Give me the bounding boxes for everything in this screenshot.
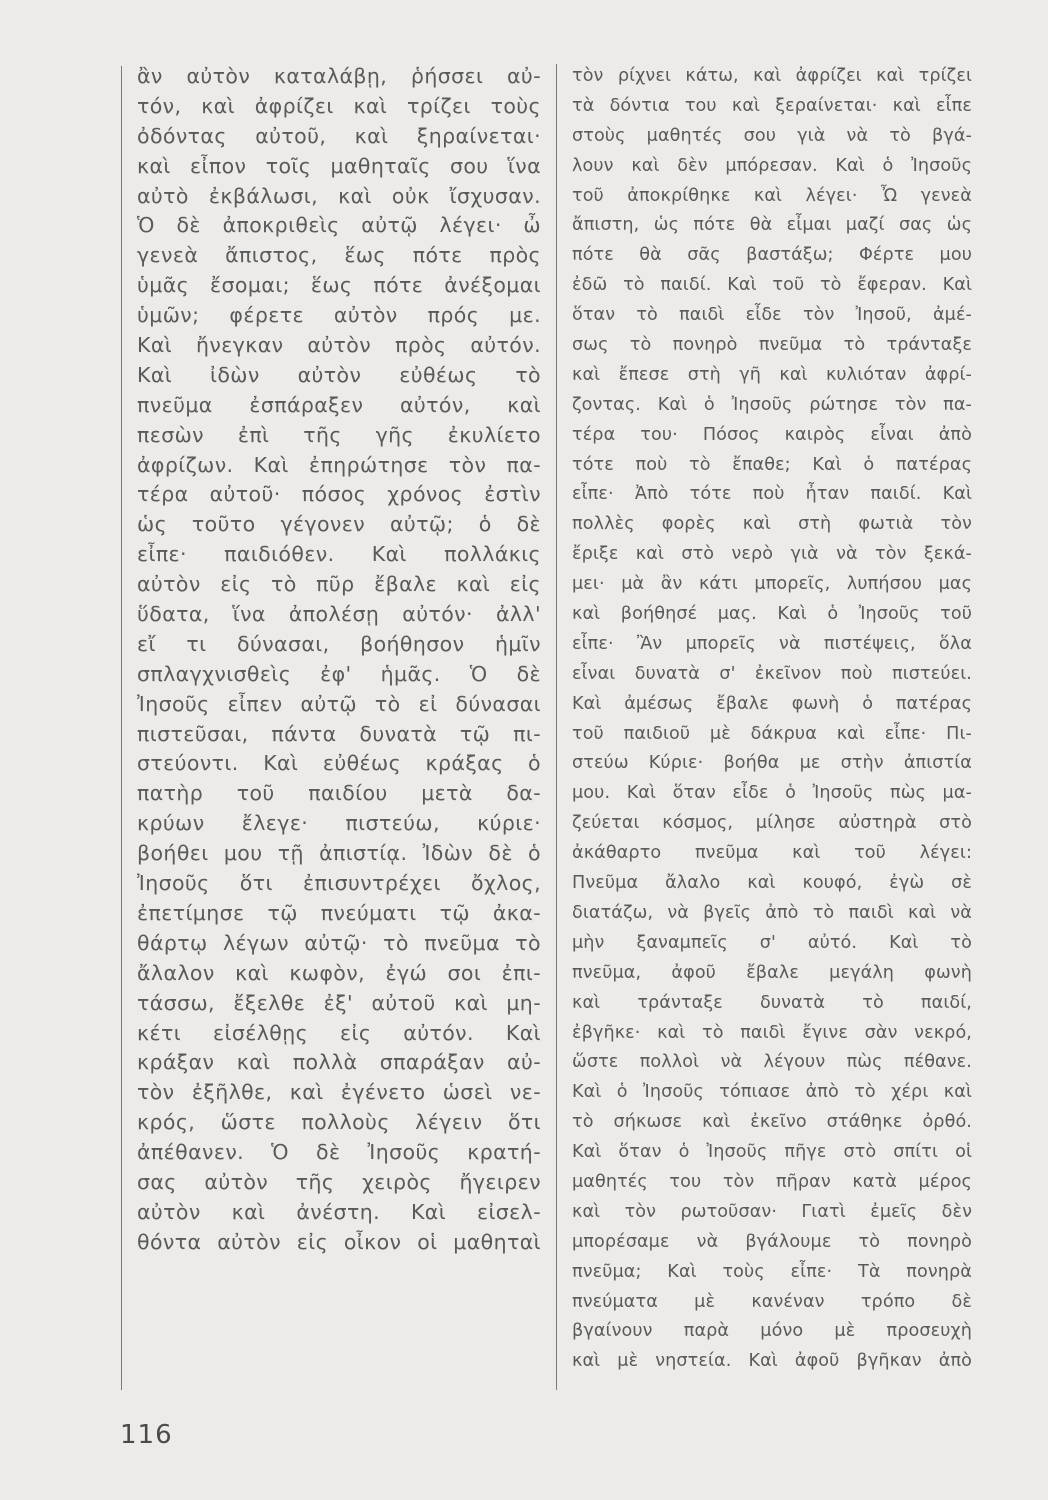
text-line: ζεύεται κόσμος, μίλησε αὐστηρὰ στὸ <box>572 813 972 834</box>
text-line: εἶπε· Ἂν μπορεῖς νὰ πιστέψεις, ὅλα <box>572 633 972 654</box>
text-line: πνεῦμα ἐσπάραξεν αὐτόν, καὶ <box>137 392 541 417</box>
text-line: μὴν ξαναμπεῖς σ' αὐτό. Καὶ τὸ <box>572 932 972 953</box>
text-line: τὰ δόντια του καὶ ξεραίνεται· καὶ εἶπε <box>572 95 972 116</box>
text-line: ὑμᾶς ἔσομαι; ἕως πότε ἀνέξομαι <box>137 273 541 298</box>
text-line: πνεῦμα; Καὶ τοὺς εἶπε· Τὰ πονηρὰ <box>572 1261 972 1282</box>
text-line: Ἰησοῦς ὅτι ἐπισυντρέχει ὄχλος, <box>137 871 541 896</box>
text-line: καὶ τράνταξε δυνατὰ τὸ παιδί, <box>572 992 972 1013</box>
text-line: πότε θὰ σᾶς βαστάξω; Φέρτε μου <box>572 245 972 266</box>
text-line: ζοντας. Καὶ ὁ Ἰησοῦς ρώτησε τὸν πα- <box>572 394 972 415</box>
text-line: πολλὲς φορὲς καὶ στὴ φωτιὰ τὸν <box>572 514 972 535</box>
text-line: σως τὸ πονηρὸ πνεῦμα τὸ τράνταξε <box>572 335 972 356</box>
text-line: ἂν αὐτὸν καταλάβῃ, ῥήσσει αὐ- <box>137 64 541 88</box>
text-line: αὐτὸν καὶ ἀνέστη. Καὶ εἰσελ- <box>137 1199 541 1224</box>
text-line: ὀδόντας αὐτοῦ, καὶ ξηραίνεται· <box>137 123 541 148</box>
text-line: καὶ βοήθησέ μας. Καὶ ὁ Ἰησοῦς τοῦ <box>572 604 972 625</box>
text-line: διατάζω, νὰ βγεῖς ἀπὸ τὸ παιδὶ καὶ νὰ <box>572 902 972 923</box>
text-line: Ὁ δὲ ἀποκριθεὶς αὐτῷ λέγει· ὦ <box>137 213 541 238</box>
text-line: αὐτὸ ἐκβάλωσι, καὶ οὐκ ἴσχυσαν. <box>137 183 541 208</box>
text-line: ἄλαλον καὶ κωφὸν, ἐγώ σοι ἐπι- <box>137 960 541 985</box>
text-line: τόν, καὶ ἀφρίζει καὶ τρίζει τοὺς <box>137 93 541 118</box>
text-line: σπλαγχνισθεὶς ἐφ' ἡμᾶς. Ὁ δὲ <box>137 661 541 686</box>
text-line: Ἰησοῦς εἶπεν αὐτῷ τὸ εἰ δύνασαι <box>137 691 541 716</box>
text-line: τέρα αὐτοῦ· πόσος χρόνος ἐστὶν <box>137 482 541 507</box>
text-line: τοῦ ἀποκρίθηκε καὶ λέγει· Ὦ γενεὰ <box>572 185 972 206</box>
text-line: κέτι εἰσέλθῃς εἰς αὐτόν. Καὶ <box>137 1020 541 1045</box>
text-line: ὥστε πολλοὶ νὰ λέγουν πὼς πέθανε. <box>572 1052 972 1073</box>
text-line: στεύοντι. Καὶ εὐθέως κράξας ὁ <box>137 751 541 776</box>
text-line: ὕδατα, ἵνα ἀπολέσῃ αὐτόν· ἀλλ' <box>137 602 541 627</box>
text-line: σας αὐτὸν τῆς χειρὸς ἤγειρεν <box>137 1169 541 1194</box>
text-line: πατὴρ τοῦ παιδίου μετὰ δα- <box>137 781 541 806</box>
right-column-modern-text <box>572 62 972 1377</box>
text-line: θάρτῳ λέγων αὐτῷ· τὸ πνεῦμα τὸ <box>137 930 541 955</box>
text-line: καὶ ἔπεσε στὴ γῆ καὶ κυλιόταν ἀφρί- <box>572 364 972 385</box>
text-line: εἶπε· Ἀπὸ τότε ποὺ ἦταν παιδί. Καὶ <box>572 484 972 505</box>
text-line: τέρα του· Πόσος καιρὸς εἶναι ἀπὸ <box>572 424 972 445</box>
text-line: Καὶ ὁ Ἰησοῦς τόπιασε ἀπὸ τὸ χέρι καὶ <box>572 1082 972 1103</box>
text-line: βγαίνουν παρὰ μόνο μὲ προσευχὴ <box>572 1321 972 1342</box>
text-line: βοήθει μου τῇ ἀπιστίᾳ. Ἰδὼν δὲ ὁ <box>137 841 541 866</box>
text-line: κρύων ἔλεγε· πιστεύω, κύριε· <box>137 811 541 836</box>
text-line: εἴ τι δύνασαι, βοήθησον ἡμῖν <box>137 631 541 656</box>
text-line: Καὶ ὅταν ὁ Ἰησοῦς πῆγε στὸ σπίτι οἱ <box>572 1142 972 1163</box>
text-line: πνεῦμα, ἀφοῦ ἔβαλε μεγάλη φωνὴ <box>572 962 972 983</box>
text-line: Καὶ ἤνεγκαν αὐτὸν πρὸς αὐτόν. <box>137 333 541 358</box>
text-line: ὅταν τὸ παιδὶ εἶδε τὸν Ἰησοῦ, ἀμέ- <box>572 305 972 326</box>
text-line: Καὶ ἀμέσως ἔβαλε φωνὴ ὁ πατέρας <box>572 693 972 714</box>
text-line: μαθητές του τὸν πῆραν κατὰ μέρος <box>572 1171 972 1192</box>
text-line: ἔριξε καὶ στὸ νερὸ γιὰ νὰ τὸν ξεκά- <box>572 544 972 565</box>
text-line: γενεὰ ἄπιστος, ἕως πότε πρὸς <box>137 243 541 268</box>
text-line: καὶ εἶπον τοῖς μαθηταῖς σου ἵνα <box>137 153 541 178</box>
text-line: τὸν ἐξῆλθε, καὶ ἐγένετο ὡσεὶ νε- <box>137 1080 541 1105</box>
text-line: ἀπέθανεν. Ὁ δὲ Ἰησοῦς κρατή- <box>137 1140 541 1165</box>
text-line: μει· μὰ ἂν κάτι μπορεῖς, λυπήσου μας <box>572 574 972 595</box>
left-column-ancient-text <box>137 62 541 1258</box>
text-line: τοῦ παιδιοῦ μὲ δάκρυα καὶ εἶπε· Πι- <box>572 723 972 744</box>
text-line: ἀφρίζων. Καὶ ἐπηρώτησε τὸν πα- <box>137 452 541 477</box>
text-line: ἀκάθαρτο πνεῦμα καὶ τοῦ λέγει: <box>572 843 972 864</box>
text-line: ὑμῶν; φέρετε αὐτὸν πρός με. <box>137 303 541 328</box>
text-line: τότε ποὺ τὸ ἔπαθε; Καὶ ὁ πατέρας <box>572 454 972 475</box>
text-line: πεσὼν ἐπὶ τῆς γῆς ἐκυλίετο <box>137 422 541 447</box>
text-line: λουν καὶ δὲν μπόρεσαν. Καὶ ὁ Ἰησοῦς <box>572 155 972 176</box>
page-number: 116 <box>120 1420 173 1450</box>
text-line: πνεύματα μὲ κανέναν τρόπο δὲ <box>572 1291 972 1312</box>
text-line: στεύω Κύριε· βοήθα με στὴν ἀπιστία <box>572 753 972 774</box>
text-line: τὸν ρίχνει κάτω, καὶ ἀφρίζει καὶ τρίζει <box>572 66 972 86</box>
text-line: στοὺς μαθητές σου γιὰ νὰ τὸ βγά- <box>572 125 972 146</box>
text-line: Πνεῦμα ἄλαλο καὶ κουφό, ἐγὼ σὲ <box>572 873 972 894</box>
text-line: καὶ μὲ νηστεία. Καὶ ἀφοῦ βγῆκαν ἀπὸ <box>572 1351 972 1372</box>
text-line: μου. Καὶ ὅταν εἶδε ὁ Ἰησοῦς πὼς μα- <box>572 783 972 804</box>
text-line: μπορέσαμε νὰ βγάλουμε τὸ πονηρὸ <box>572 1231 972 1252</box>
text-line: ἐβγῆκε· καὶ τὸ παιδὶ ἔγινε σὰν νεκρό, <box>572 1022 972 1043</box>
text-line: ἐδῶ τὸ παιδί. Καὶ τοῦ τὸ ἔφεραν. Καὶ <box>572 275 972 296</box>
text-line: καὶ τὸν ρωτοῦσαν· Γιατὶ ἐμεῖς δὲν <box>572 1201 972 1222</box>
center-column-rule <box>556 64 557 1390</box>
text-line: εἶπε· παιδιόθεν. Καὶ πολλάκις <box>137 542 541 567</box>
text-line: τὸ σήκωσε καὶ ἐκεῖνο στάθηκε ὀρθό. <box>572 1112 972 1133</box>
text-line: αὐτὸν εἰς τὸ πῦρ ἔβαλε καὶ εἰς <box>137 572 541 597</box>
text-line: κρός, ὥστε πολλοὺς λέγειν ὅτι <box>137 1110 541 1135</box>
text-line: κράξαν καὶ πολλὰ σπαράξαν αὐ- <box>137 1050 541 1075</box>
text-line: θόντα αὐτὸν εἰς οἶκον οἱ μαθηταὶ <box>137 1229 541 1254</box>
text-line: ὡς τοῦτο γέγονεν αὐτῷ; ὁ δὲ <box>137 512 541 537</box>
text-line: πιστεῦσαι, πάντα δυνατὰ τῷ πι- <box>137 721 541 746</box>
text-line: εἶναι δυνατὰ σ' ἐκεῖνον ποὺ πιστεύει. <box>572 663 972 684</box>
text-line: Καὶ ἰδὼν αὐτὸν εὐθέως τὸ <box>137 362 541 387</box>
text-line: ἄπιστη, ὡς πότε θὰ εἶμαι μαζί σας ὡς <box>572 215 972 236</box>
left-margin-rule <box>121 66 122 1390</box>
text-line: ἐπετίμησε τῷ πνεύματι τῷ ἀκα- <box>137 900 541 925</box>
text-line: τάσσω, ἔξελθε ἐξ' αὐτοῦ καὶ μη- <box>137 990 541 1015</box>
